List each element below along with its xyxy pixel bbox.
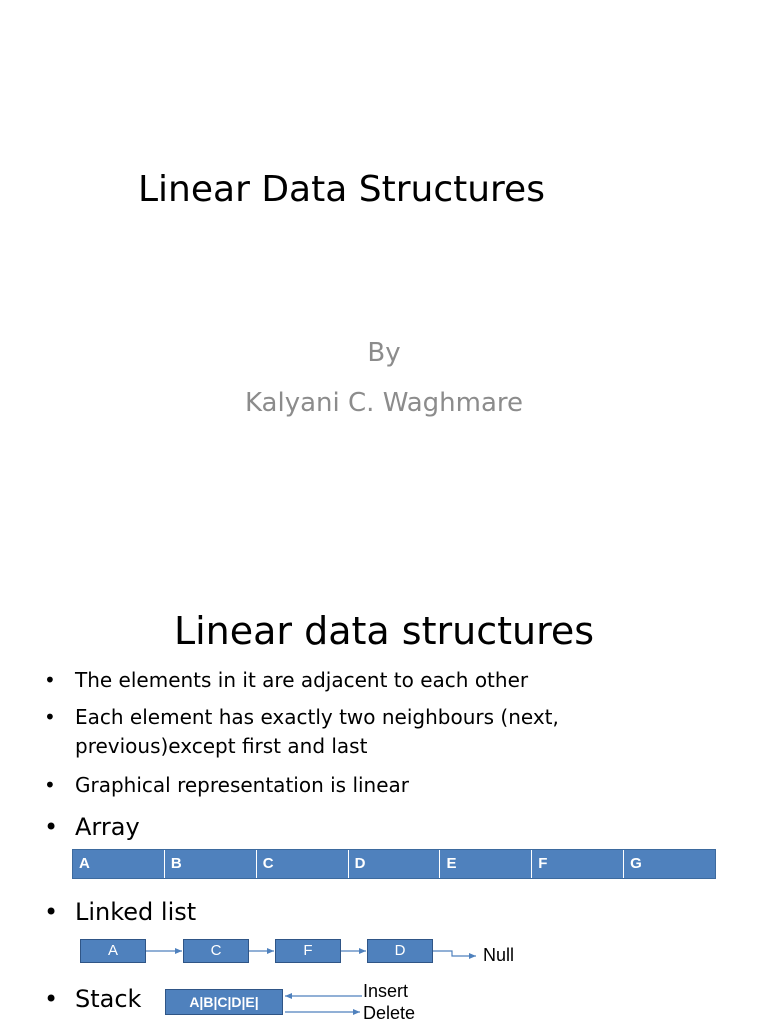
author-name: Kalyani C. Waghmare bbox=[244, 388, 524, 418]
array-cell: D bbox=[349, 850, 441, 878]
bullet-text: Stack bbox=[75, 985, 142, 1013]
stack-diagram: A|B|C|D|E| bbox=[165, 989, 283, 1015]
bullet-text-continued: previous)except first and last bbox=[75, 734, 368, 758]
bullet-text: Graphical representation is linear bbox=[75, 773, 410, 797]
bullet-text: Each element has exactly two neighbours (next, bbox=[75, 705, 559, 729]
array-cell: C bbox=[257, 850, 349, 878]
content-slide bbox=[0, 576, 768, 1024]
bullet-dot: • bbox=[44, 773, 56, 797]
array-cell: A bbox=[73, 850, 165, 878]
bullet-text: The elements in it are adjacent to each other bbox=[75, 668, 529, 692]
insert-label: Insert bbox=[363, 981, 409, 1001]
bullet-dot: • bbox=[44, 985, 59, 1013]
linked-list-node: C bbox=[183, 939, 249, 963]
array-cell: G bbox=[630, 855, 642, 872]
linked-list-node: D bbox=[367, 939, 433, 963]
array-cell: F bbox=[532, 850, 624, 878]
bullet-text: Linked list bbox=[75, 898, 197, 926]
slide-title: Linear data structures bbox=[173, 609, 595, 653]
bullet-text: Array bbox=[75, 813, 140, 841]
by-label: By bbox=[367, 338, 401, 368]
array-diagram bbox=[72, 849, 716, 879]
array-cell: B bbox=[165, 850, 257, 878]
bullet-dot: • bbox=[44, 705, 56, 729]
bullet-dot: • bbox=[44, 813, 59, 841]
linked-list-node: F bbox=[275, 939, 341, 963]
bullet-dot: • bbox=[44, 668, 56, 692]
linked-list-node: A bbox=[80, 939, 146, 963]
delete-label: Delete bbox=[363, 1003, 416, 1023]
null-label: Null bbox=[483, 945, 515, 965]
bullet-dot: • bbox=[44, 898, 59, 926]
array-cell: E bbox=[440, 850, 532, 878]
presentation-title: Linear Data Structures bbox=[138, 169, 545, 210]
